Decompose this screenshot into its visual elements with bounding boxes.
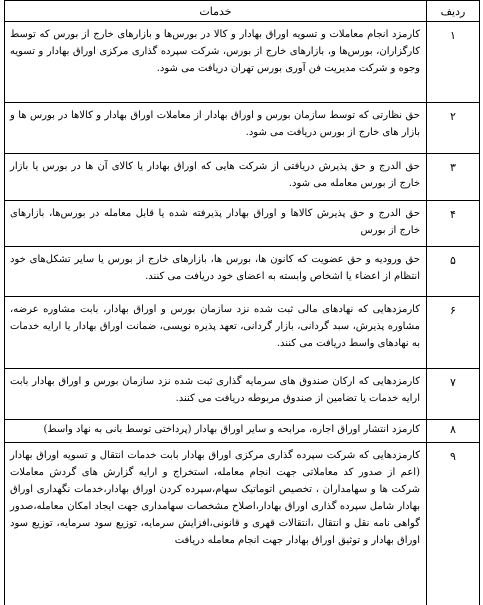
table-row bbox=[5, 369, 480, 420]
row-service-text: کارمزدهایی که ارکان صندوق های سرمایه گذاری ثبت شده نزد سازمان بورس و اوراق بهادار بابت ارایه خدمات یا تضامین از صندوق مربوطه دریافت می کنند. bbox=[5, 369, 427, 420]
table-row bbox=[5, 297, 480, 369]
row-index: ۶ bbox=[427, 297, 480, 369]
row-service-text: حق الدرج و حق پذیرش دریافتی از شرکت هایی که اوراق بهادار یا کالای آن ها در بورس یا بازار خارج از بورس معامله می شود. bbox=[5, 154, 427, 201]
row-service-text: حق ورودیه و حق عضویت که کانون ها، بورس ها، بازارهای خارج از بورس یا سایر تشکل‌های خود انتظام از اعضاء یا اشخاص وابسته به اعضای خود دریافت می کنند. bbox=[5, 247, 427, 297]
table-row bbox=[5, 22, 480, 103]
row-service-text: حق الدرج و حق پذیرش کالاها و اوراق بهادار پذیرفته شده یا قابل معامله در بورس‌ها، بازارهای خارج از بورس bbox=[5, 201, 427, 247]
row-index: ۲ bbox=[427, 103, 480, 154]
row-index: ۴ bbox=[427, 201, 480, 247]
table-row bbox=[5, 103, 480, 154]
table-row bbox=[5, 443, 480, 605]
row-index: ۱ bbox=[427, 22, 480, 103]
row-service-text: کارمزد انتشار اوراق اجاره، مرابحه و سایر اوراق بهادار (پرداختی توسط بانی به نهاد واسط) bbox=[5, 420, 427, 443]
row-index: ۵ bbox=[427, 247, 480, 297]
row-service-text: کارمزد انجام معاملات و تسویه اوراق بهادار و کالا در بورس‌ها و بازارهای خارج از بورس که توسط کارگزاران، بورس‌ها و، بازارهای خارج از بورس، شرکت سپرده گذاری مرکزی اوراق بهادار و تسویه وجوه و شرکت مدیریت فن آوری بورس تهران دریافت می شود. bbox=[5, 22, 427, 103]
header-index: ردیف bbox=[427, 1, 480, 22]
row-service-text: حق نظارتی که توسط سازمان بورس و اوراق بهادار از معاملات اوراق بهادار و کالاها در بورس ها و بازار های خارج از بورس دریافت می شود. bbox=[5, 103, 427, 154]
row-index: ۸ bbox=[427, 420, 480, 443]
table-header-row bbox=[5, 1, 480, 22]
row-index: ۷ bbox=[427, 369, 480, 420]
header-services: خدمات bbox=[5, 1, 427, 22]
row-service-text: کارمزدهایی که نهادهای مالی ثبت شده نزد سازمان بورس و اوراق بهادار، بابت مشاوره عرضه، مشاوره پذیرش، سبد گردانی، بازار گردانی، تعهد پذیره نویسی، ضمانت اوراق بهادار یا ارایه خدمات به نهادهای واسط دریافت می کنند. bbox=[5, 297, 427, 369]
table-row bbox=[5, 154, 480, 201]
row-service-text: کارمزدهایی که شرکت سپرده گذاری مرکزی اوراق بهادار بابت خدمات انتقال و تسویه اوراق بهادار (اعم از صدور کد معاملاتی جهت انجام معامله، استخراج و ارایه گزارش های گردش معاملات شرکت ها و سهامداران ، تخصیص اتوماتیک سهام،سپرده کردن اوراق بهادار،خدمات نگهداری اوراق بهادار شامل سپرده گذاری اوراق بهادار،اصلاح مشخصات سهامداری جهت ایجاد امکان معامله،صدور گواهی نامه نقل و انتقال ،انتقالات قهری و قانونی،افزایش سرمایه، توزیع سود سرمایه، توزیع سود اوراق بهادار و توثیق اوراق بهادار جهت انجام معامله دریافت bbox=[5, 443, 427, 605]
table-row bbox=[5, 247, 480, 297]
services-table bbox=[4, 0, 480, 605]
table-row bbox=[5, 420, 480, 443]
row-index: ۹ bbox=[427, 443, 480, 605]
table-row bbox=[5, 201, 480, 247]
row-index: ۳ bbox=[427, 154, 480, 201]
